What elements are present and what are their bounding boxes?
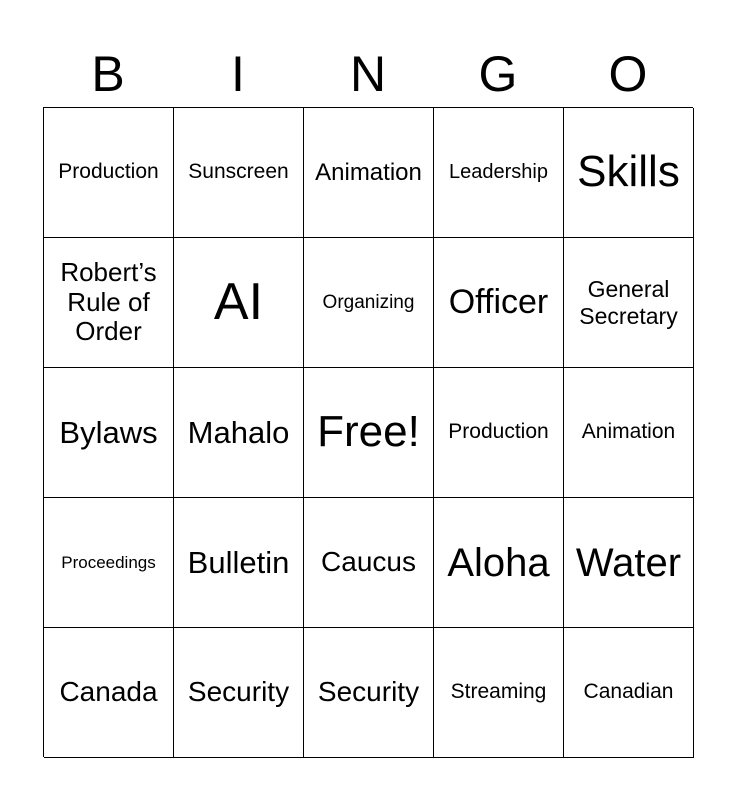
bingo-cell[interactable]: Bulletin <box>174 498 304 628</box>
bingo-cell[interactable]: Sunscreen <box>174 108 304 238</box>
bingo-cell[interactable]: Production <box>44 108 174 238</box>
bingo-cell[interactable]: General Secretary <box>564 238 694 368</box>
bingo-cell[interactable]: Security <box>304 628 434 758</box>
bingo-cell[interactable]: Production <box>434 368 564 498</box>
bingo-cell[interactable]: Caucus <box>304 498 434 628</box>
bingo-cell[interactable]: Robert’s Rule of Order <box>44 238 174 368</box>
bingo-cell[interactable]: Skills <box>564 108 694 238</box>
bingo-cell[interactable]: Canadian <box>564 628 694 758</box>
bingo-cell[interactable]: Bylaws <box>44 368 174 498</box>
bingo-cell[interactable]: Officer <box>434 238 564 368</box>
bingo-cell[interactable]: Animation <box>304 108 434 238</box>
bingo-cell[interactable]: AI <box>174 238 304 368</box>
bingo-cell[interactable]: Security <box>174 628 304 758</box>
header-letter-g: G <box>478 46 518 102</box>
bingo-grid <box>43 107 693 757</box>
header-letter-o: O <box>608 46 648 102</box>
bingo-header <box>43 40 693 108</box>
bingo-cell[interactable]: Streaming <box>434 628 564 758</box>
free-space-cell[interactable]: Free! <box>304 368 434 498</box>
header-letter-n: N <box>349 46 387 102</box>
bingo-cell[interactable]: Mahalo <box>174 368 304 498</box>
bingo-cell[interactable]: Animation <box>564 368 694 498</box>
bingo-cell[interactable]: Aloha <box>434 498 564 628</box>
bingo-cell[interactable]: Water <box>564 498 694 628</box>
bingo-cell[interactable]: Canada <box>44 628 174 758</box>
header-letter-b: B <box>91 46 125 102</box>
bingo-cell[interactable]: Organizing <box>304 238 434 368</box>
bingo-cell[interactable]: Proceedings <box>44 498 174 628</box>
bingo-cell[interactable]: Leadership <box>434 108 564 238</box>
header-letter-i: I <box>231 46 245 102</box>
